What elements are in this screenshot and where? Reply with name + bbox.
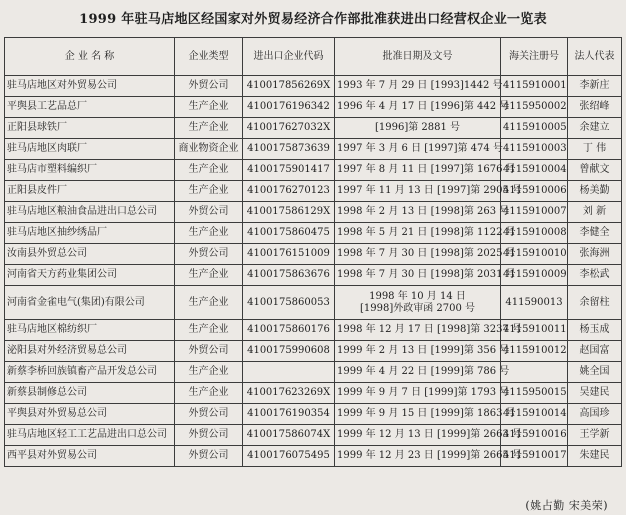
enterprise-code: 4100176190354 xyxy=(243,404,335,425)
customs-number: 4115950015 xyxy=(501,383,568,404)
approval-date-doc: [1996]第 2881 号 xyxy=(335,118,501,139)
table-row xyxy=(5,181,622,202)
legal-representative: 杨美勤 xyxy=(568,181,622,202)
approval-date-doc: 1999 年 9 月 15 日 [1999]第 1863 号 xyxy=(335,404,501,425)
approval-date-doc: 1998 年 7 月 30 日 [1998]第 2025 号 xyxy=(335,244,501,265)
enterprise-type: 外贸公司 xyxy=(175,341,243,362)
table-row xyxy=(5,76,622,97)
enterprise-code: 410017586129X xyxy=(243,202,335,223)
enterprise-name: 正阳县球铁厂 xyxy=(5,118,175,139)
enterprise-code: 4100175863676 xyxy=(243,265,335,286)
approval-date-doc: 1999 年 12 月 13 日 [1999]第 2663 号 xyxy=(335,425,501,446)
approval-date-doc: 1997 年 11 月 13 日 [1997]第 2905 号 xyxy=(335,181,501,202)
legal-representative: 曾献文 xyxy=(568,160,622,181)
header-customs: 海关注册号 xyxy=(501,38,568,76)
approval-date-doc: 1998 年 12 月 17 日 [1998]第 3237 号 xyxy=(335,320,501,341)
enterprise-type: 商业物资企业 xyxy=(175,139,243,160)
approval-date-doc: 1997 年 8 月 11 日 [1997]第 1676 号 xyxy=(335,160,501,181)
legal-representative: 余留柱 xyxy=(568,286,622,320)
legal-representative: 李新庄 xyxy=(568,76,622,97)
enterprise-name: 西平县对外贸易公司 xyxy=(5,446,175,467)
approval-date-doc: 1999 年 12 月 23 日 [1999]第 2665 号 xyxy=(335,446,501,467)
legal-representative: 高国珍 xyxy=(568,404,622,425)
legal-representative: 余建立 xyxy=(568,118,622,139)
approval-date-doc: 1999 年 2 月 13 日 [1999]第 356 号 xyxy=(335,341,501,362)
table-row xyxy=(5,425,622,446)
customs-number: 4115910005 xyxy=(501,118,568,139)
customs-number: 4115910010 xyxy=(501,244,568,265)
approval-date-doc: 1999 年 4 月 22 日 [1999]第 786 号 xyxy=(335,362,501,383)
legal-representative: 丁 伟 xyxy=(568,139,622,160)
enterprise-type: 生产企业 xyxy=(175,320,243,341)
enterprise-type: 外贸公司 xyxy=(175,446,243,467)
table-row xyxy=(5,341,622,362)
enterprise-code: 4100178562​69X xyxy=(243,76,335,97)
enterprise-code: 410017623269X xyxy=(243,383,335,404)
enterprise-code: 4100175860053 xyxy=(243,286,335,320)
enterprise-name: 驻马店地区抽纱绣品厂 xyxy=(5,223,175,244)
legal-representative: 刘 新 xyxy=(568,202,622,223)
header-approval: 批准日期及文号 xyxy=(335,38,501,76)
enterprise-code: 4100175873639 xyxy=(243,139,335,160)
customs-number: 4115910016 xyxy=(501,425,568,446)
enterprise-name: 平舆县工艺品总厂 xyxy=(5,97,175,118)
enterprise-type: 外贸公司 xyxy=(175,202,243,223)
legal-representative: 李健全 xyxy=(568,223,622,244)
legal-representative: 吴建民 xyxy=(568,383,622,404)
approval-date-doc: 1997 年 3 月 6 日 [1997]第 474 号 xyxy=(335,139,501,160)
table-row xyxy=(5,118,622,139)
customs-number: 4115950002 xyxy=(501,97,568,118)
customs-number: 4115910007 xyxy=(501,202,568,223)
enterprise-type: 生产企业 xyxy=(175,181,243,202)
header-rep: 法人代表 xyxy=(568,38,622,76)
customs-number: 4115910017 xyxy=(501,446,568,467)
enterprise-name: 驻马店地区棉纺织厂 xyxy=(5,320,175,341)
enterprise-code: 4100175901417 xyxy=(243,160,335,181)
table-row xyxy=(5,320,622,341)
legal-representative: 王学新 xyxy=(568,425,622,446)
table-row xyxy=(5,286,622,320)
enterprise-type: 生产企业 xyxy=(175,97,243,118)
enterprise-type: 外贸公司 xyxy=(175,425,243,446)
enterprise-name: 驻马店市塑料编织厂 xyxy=(5,160,175,181)
table-row xyxy=(5,446,622,467)
header-type: 企业类型 xyxy=(175,38,243,76)
customs-number: 4115910009 xyxy=(501,265,568,286)
table-header-row xyxy=(5,38,622,76)
enterprise-name: 新蔡县制修总公司 xyxy=(5,383,175,404)
customs-number xyxy=(501,362,568,383)
table-row xyxy=(5,383,622,404)
enterprise-code: 4100176196342 xyxy=(243,97,335,118)
customs-number: 4115910008 xyxy=(501,223,568,244)
enterprise-code xyxy=(243,362,335,383)
enterprise-name: 新蔡李桥回族镇畜产品开发总公司 xyxy=(5,362,175,383)
enterprise-code: 4100175860176 xyxy=(243,320,335,341)
approval-date-doc: 1998 年 7 月 30 日 [1998]第 2031 号 xyxy=(335,265,501,286)
legal-representative: 张海洲 xyxy=(568,244,622,265)
enterprise-code: 410017627032X xyxy=(243,118,335,139)
approval-date-doc: 1998 年 5 月 21 日 [1998]第 1122 号 xyxy=(335,223,501,244)
table-row xyxy=(5,244,622,265)
table-row xyxy=(5,97,622,118)
customs-number: 4115910003 xyxy=(501,139,568,160)
enterprise-type: 外贸公司 xyxy=(175,244,243,265)
enterprise-name: 驻马店地区肉联厂 xyxy=(5,139,175,160)
enterprise-code: 4100176151009 xyxy=(243,244,335,265)
approval-date-line: 1998 年 10 月 14 日 xyxy=(369,290,466,302)
legal-representative: 姚全国 xyxy=(568,362,622,383)
customs-number: 411590013 xyxy=(501,286,568,320)
customs-number: 4115910014 xyxy=(501,404,568,425)
enterprise-type: 生产企业 xyxy=(175,362,243,383)
enterprise-name: 驻马店地区轻工工艺品进出口总公司 xyxy=(5,425,175,446)
customs-number: 4115910011 xyxy=(501,320,568,341)
approval-date-doc: 1999 年 9 月 7 日 [1999]第 1793 号 xyxy=(335,383,501,404)
approval-doc-line: [1998]外政审函 2700 号 xyxy=(359,302,476,314)
table-row xyxy=(5,223,622,244)
legal-representative: 杨玉成 xyxy=(568,320,622,341)
enterprise-name: 驻马店地区粮油食品进出口总公司 xyxy=(5,202,175,223)
enterprise-type: 生产企业 xyxy=(175,160,243,181)
enterprise-name: 驻马店地区对外贸易公司 xyxy=(5,76,175,97)
enterprise-code: 4100175860475 xyxy=(243,223,335,244)
approval-date-doc: 1996 年 4 月 17 日 [1996]第 442 号 xyxy=(335,97,501,118)
enterprise-name: 平舆县对外贸易总公司 xyxy=(5,404,175,425)
enterprise-type: 外贸公司 xyxy=(175,76,243,97)
enterprise-name: 河南省金雀电气(集团)有限公司 xyxy=(5,286,175,320)
author-signature: (姚占勤 宋美荣) xyxy=(525,499,608,512)
approval-date-doc: 1998 年 2 月 13 日 [1998]第 263 号 xyxy=(335,202,501,223)
enterprise-name: 正阳县皮件厂 xyxy=(5,181,175,202)
table-row xyxy=(5,139,622,160)
customs-number: 4115910012 xyxy=(501,341,568,362)
enterprise-type: 生产企业 xyxy=(175,286,243,320)
page-title: 1999 年驻马店地区经国家对外贸易经济合作部批准获进出口经营权企业一览表 xyxy=(79,12,547,27)
enterprise-code: 4100175990608 xyxy=(243,341,335,362)
approval-date-doc: 1993 年 7 月 29 日 [1993]1442 号 xyxy=(335,76,501,97)
enterprise-code: 4100176075495 xyxy=(243,446,335,467)
legal-representative: 张绍峰 xyxy=(568,97,622,118)
enterprise-code: 410017586074X xyxy=(243,425,335,446)
enterprise-name: 泌阳县对外经济贸易总公司 xyxy=(5,341,175,362)
enterprise-type: 生产企业 xyxy=(175,383,243,404)
enterprise-type: 生产企业 xyxy=(175,223,243,244)
table-row xyxy=(5,202,622,223)
enterprise-type: 生产企业 xyxy=(175,118,243,139)
approval-date-doc xyxy=(335,286,501,320)
table-row xyxy=(5,265,622,286)
table-row xyxy=(5,160,622,181)
enterprise-type: 生产企业 xyxy=(175,265,243,286)
table-row xyxy=(5,362,622,383)
header-code: 进出口企业代码 xyxy=(243,38,335,76)
customs-number: 4115910004 xyxy=(501,160,568,181)
enterprise-code: 4100176270123 xyxy=(243,181,335,202)
customs-number: 4115910001 xyxy=(501,76,568,97)
legal-representative: 李松武 xyxy=(568,265,622,286)
enterprise-name: 河南省天方药业集团公司 xyxy=(5,265,175,286)
enterprise-type: 外贸公司 xyxy=(175,404,243,425)
enterprise-name: 汝南县外贸总公司 xyxy=(5,244,175,265)
legal-representative: 朱建民 xyxy=(568,446,622,467)
customs-number: 4115910006 xyxy=(501,181,568,202)
legal-representative: 赵国富 xyxy=(568,341,622,362)
header-name: 企 业 名 称 xyxy=(5,38,175,76)
enterprise-table xyxy=(4,37,622,467)
table-row xyxy=(5,404,622,425)
